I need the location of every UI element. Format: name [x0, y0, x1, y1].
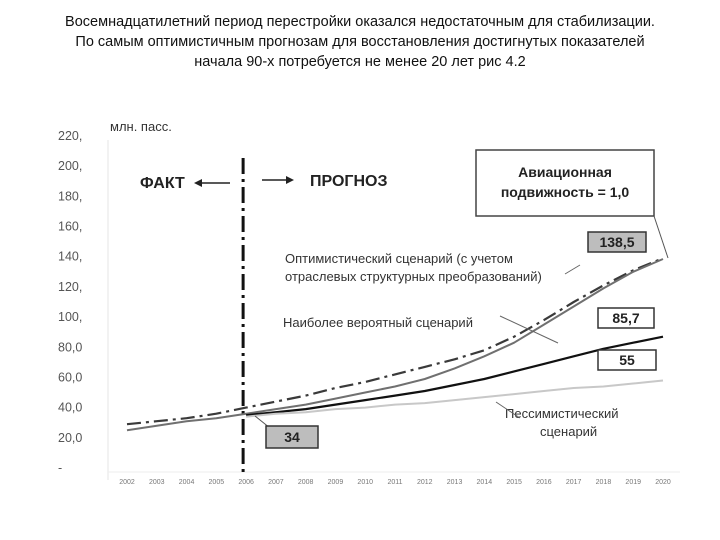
y-axis-label: млн. пасс.	[110, 119, 172, 134]
x-tick-label: 2002	[119, 479, 135, 486]
y-tick-label: 20,0	[58, 430, 83, 445]
y-tick-label: 120,	[58, 279, 83, 294]
probable-leader	[500, 316, 558, 343]
x-tick-label: 2016	[536, 479, 552, 486]
caption-line-3: начала 90-х потребуется не менее 20 лет рис 4.2	[194, 54, 526, 70]
callout-34-text: 34	[284, 429, 300, 445]
caption-line-2: По самым оптимистичным прогнозам для восстановления достигнутых показателей	[75, 34, 645, 50]
x-tick-label: 2017	[565, 479, 582, 486]
x-tick-label: 2011	[387, 479, 403, 486]
y-tick-label: -	[58, 461, 63, 475]
fact-label: ФАКТ	[140, 175, 185, 192]
probable-label: Наиболее вероятный сценарий	[283, 315, 473, 330]
x-tick-label: 2014	[476, 479, 493, 486]
y-tick-label: 220,	[58, 129, 83, 143]
optimistic-leader	[565, 265, 580, 274]
fact-arrow	[194, 179, 230, 187]
y-tick-label: 80,0	[58, 340, 83, 355]
x-tick-label: 2012	[416, 479, 433, 486]
x-tick-label: 2010	[357, 479, 374, 486]
y-tick-label: 180,	[58, 189, 83, 204]
callout-85-7	[598, 308, 654, 328]
x-tick-label: 2004	[178, 479, 195, 486]
callout-34	[255, 416, 318, 448]
caption-line-1: Восемнадцатилетний период перестройки оказался недостаточным для стабилизации.	[65, 14, 655, 30]
callout-55-text: 55	[619, 352, 635, 368]
y-tick-label: 60,0	[58, 370, 83, 385]
y-tick-label: 160,	[58, 219, 83, 234]
y-tick-label: 140,	[58, 249, 83, 264]
x-tick-label: 2015	[506, 479, 522, 486]
y-tick-label: 200,	[58, 159, 83, 174]
optimistic-label-2: отраслевых структурных преобразований)	[285, 269, 542, 284]
callout-85-7-text: 85,7	[612, 310, 640, 326]
y-ticks	[58, 129, 82, 475]
pessimistic-label-1: Пессимистический	[505, 406, 619, 421]
x-tick-label: 2013	[446, 479, 463, 486]
x-tick-label: 2020	[655, 479, 671, 486]
x-ticks	[119, 479, 671, 486]
x-tick-label: 2018	[595, 479, 612, 486]
y-tick-label: 100,	[58, 310, 83, 325]
x-tick-label: 2019	[625, 479, 642, 486]
optimistic-label-1: Оптимистический сценарий (с учетом	[285, 251, 513, 266]
x-tick-label: 2007	[268, 479, 284, 486]
callout-55	[598, 350, 656, 370]
x-tick-label: 2009	[327, 479, 344, 486]
series-group	[127, 258, 663, 430]
forecast-label: ПРОГНОЗ	[310, 173, 388, 190]
callout-138-5	[588, 232, 646, 252]
x-tick-label: 2006	[238, 479, 254, 486]
mobility-label-1: Авиационная	[518, 164, 612, 180]
mobility-label-2: подвижность = 1,0	[500, 184, 630, 200]
x-tick-label: 2003	[148, 479, 165, 486]
x-tick-label: 2008	[297, 479, 314, 486]
x-tick-label: 2005	[208, 479, 225, 486]
pessimistic-label-2: сценарий	[540, 424, 598, 439]
callout-138-5-text: 138,5	[599, 234, 635, 250]
forecast-arrow	[262, 176, 294, 184]
y-tick-label: 40,0	[58, 400, 83, 415]
